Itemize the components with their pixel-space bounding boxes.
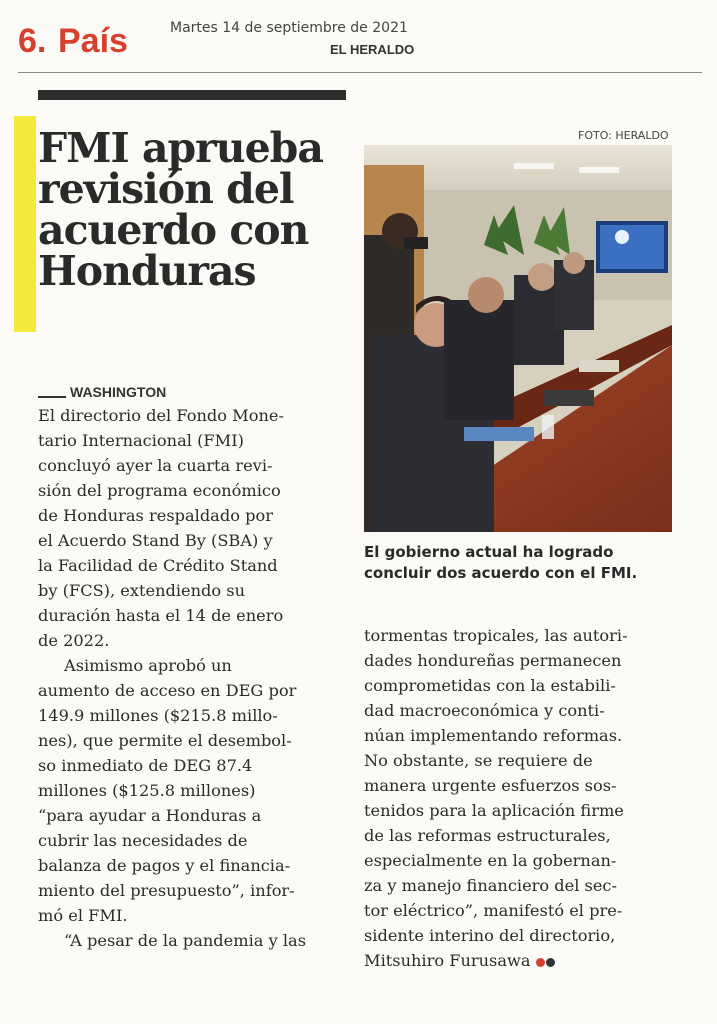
body-line: El directorio del Fondo Mone- <box>38 406 284 425</box>
body-line: comprometidas con la estabili- <box>364 676 616 695</box>
body-line: 149.9 millones ($215.8 millo- <box>38 706 278 725</box>
body-line: dades hondureñas permanecen <box>364 651 622 670</box>
body-line: tenidos para la aplicación firme <box>364 801 624 820</box>
body-line: nes), que permite el desembol- <box>38 731 292 750</box>
end-dot-icon <box>546 958 555 967</box>
body-paragraph <box>364 623 676 974</box>
body-line: millones ($125.8 millones) <box>38 781 256 800</box>
body-line: sidente interino del directorio, <box>364 926 616 945</box>
body-line: Mitsuhiro Furusawa <box>364 951 531 970</box>
body-line: dad macroeconómica y conti- <box>364 701 605 720</box>
end-dot-icon <box>536 958 545 967</box>
body-line: mó el FMI. <box>38 906 128 925</box>
body-line: tormentas tropicales, las autori- <box>364 626 628 645</box>
body-line: la Facilidad de Crédito Stand <box>38 556 278 575</box>
body-line: “A pesar de la pandemia y las <box>64 931 306 950</box>
body-line: cubrir las necesidades de <box>38 831 248 850</box>
body-line: so inmediato de DEG 87.4 <box>38 756 253 775</box>
headline-line: Honduras <box>38 247 256 295</box>
body-line: de 2022. <box>38 631 110 650</box>
body-line: duración hasta el 14 de enero <box>38 606 284 625</box>
article-column-1 <box>38 403 342 953</box>
byline-rule <box>38 396 66 398</box>
body-line: za y manejo financiero del sec- <box>364 876 617 895</box>
headline-line: FMI aprueba <box>38 124 323 172</box>
caption-line: El gobierno actual ha logrado <box>364 543 614 561</box>
article-column-2 <box>364 623 676 974</box>
body-paragraph <box>38 653 342 928</box>
headline-bar <box>38 90 346 100</box>
body-line: especialmente en la gobernan- <box>364 851 617 870</box>
meeting-room-photo <box>364 145 672 532</box>
photo-caption <box>364 542 684 584</box>
issue-date: Martes 14 de septiembre de 2021 <box>170 20 408 36</box>
body-line: miento del presupuesto”, infor- <box>38 881 295 900</box>
header-rule <box>18 72 702 73</box>
headline-line: revisión del <box>38 165 294 213</box>
section-name: País <box>58 22 128 60</box>
byline: WASHINGTON <box>70 384 167 400</box>
body-line: aumento de acceso en DEG por <box>38 681 297 700</box>
body-line: “para ayudar a Honduras a <box>38 806 262 825</box>
section-number: 6. <box>18 22 47 60</box>
body-line: concluyó ayer la cuarta revi- <box>38 456 273 475</box>
body-line: sión del programa económico <box>38 481 281 500</box>
article-photo <box>364 145 672 532</box>
body-line: tario Internacional (FMI) <box>38 431 244 450</box>
end-mark-icon <box>535 949 555 974</box>
body-line: tor eléctrico”, manifestó el pre- <box>364 901 623 920</box>
caption-line: concluir dos acuerdo con el FMI. <box>364 564 638 582</box>
body-line: de las reformas estructurales, <box>364 826 611 845</box>
body-paragraph <box>38 928 342 953</box>
highlight-marker <box>14 116 36 332</box>
body-line: balanza de pagos y el financia- <box>38 856 291 875</box>
body-line: de Honduras respaldado por <box>38 506 273 525</box>
body-paragraph <box>38 403 342 653</box>
body-line: Asimismo aprobó un <box>64 656 232 675</box>
headline <box>38 124 358 295</box>
newspaper-name: EL HERALDO <box>330 42 415 57</box>
photo-credit: FOTO: HERALDO <box>578 129 669 142</box>
headline-line: acuerdo con <box>38 206 309 254</box>
body-line: No obstante, se requiere de <box>364 751 593 770</box>
body-line: el Acuerdo Stand By (SBA) y <box>38 531 273 550</box>
body-line: núan implementando reformas. <box>364 726 623 745</box>
body-line: by (FCS), extendiendo su <box>38 581 246 600</box>
body-line: manera urgente esfuerzos sos- <box>364 776 617 795</box>
